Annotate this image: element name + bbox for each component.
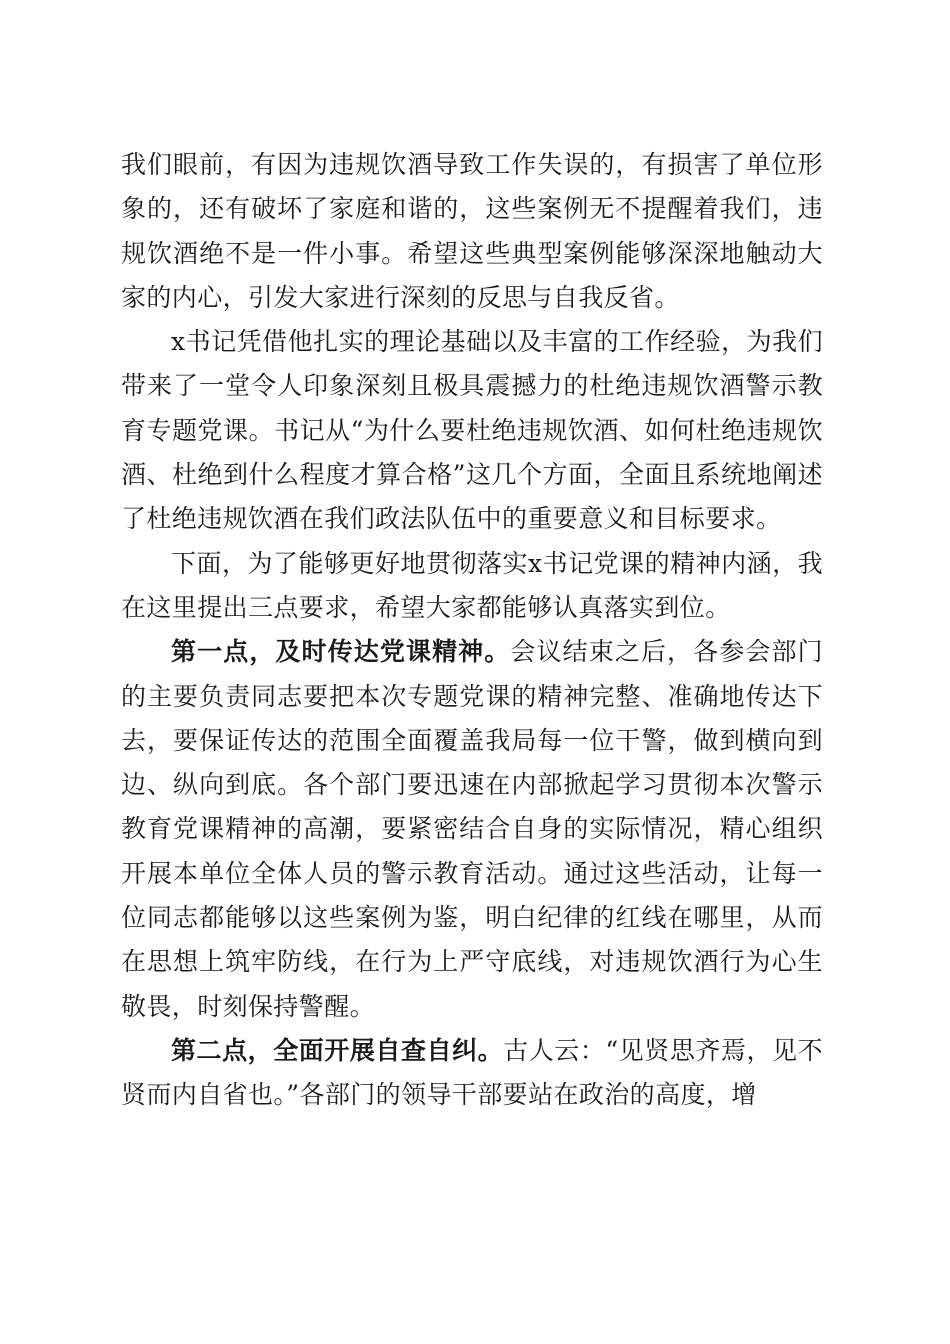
paragraph-requirement-one (121, 630, 823, 1029)
requirement-heading: 第一点，及时传达党课精神。 (171, 637, 511, 667)
paragraph-text: 下面，为了能够更好地贯彻落实x书记党课的精神内涵，我在这里提出三点要求，希望大家都能够认真落实到位。 (121, 548, 823, 622)
requirement-heading: 第二点，全面开展自查自纠。 (171, 1035, 504, 1065)
paragraph-three-requirements-intro (121, 542, 823, 631)
paragraph-party-lecture-summary (121, 320, 823, 541)
paragraph-text: 会议结束之后，各参会部门的主要负责同志要把本次专题党课的精神完整、准确地传达下去，要保证传达的范围全面覆盖我局每一位干警，做到横向到边、纵向到底。各个部门要迅速在内部掀起学习贯彻本次警示教育党课精神的高潮，要紧密结合自身的实际情况，精心组织开展本单位全体人员的警示教育活动。通过这些活动，让每一位同志都能够以这些案例为鉴，明白纪律的红线在哪里，从而在思想上筑牢防线，在行为上严守底线，对违规饮酒行为心生敬畏，时刻保持警醒。 (121, 637, 823, 1021)
document-body (121, 143, 823, 1118)
paragraph-text: x书记凭借他扎实的理论基础以及丰富的工作经验，为我们带来了一堂令人印象深刻且极具震撼力的杜绝违规饮酒警示教育专题党课。书记从“为什么要杜绝违规饮酒、如何杜绝违规饮酒、杜绝到什么程度才算合格”这几个方面，全面且系统地阐述了杜绝违规饮酒在我们政法队伍中的重要意义和目标要求。 (121, 327, 823, 534)
paragraph-text: 我们眼前，有因为违规饮酒导致工作失误的，有损害了单位形象的，还有破坏了家庭和谐的，这些案例无不提醒着我们，违规饮酒绝不是一件小事。希望这些典型案例能够深深地触动大家的内心，引发大家进行深刻的反思与自我反省。 (121, 150, 823, 312)
paragraph-cases-conclusion (121, 143, 823, 320)
paragraph-text: 古人云：“见贤思齐焉，见不贤而内自省也。”各部门的领导干部要站在政治的高度，增 (121, 1035, 823, 1110)
paragraph-requirement-two (121, 1029, 823, 1118)
